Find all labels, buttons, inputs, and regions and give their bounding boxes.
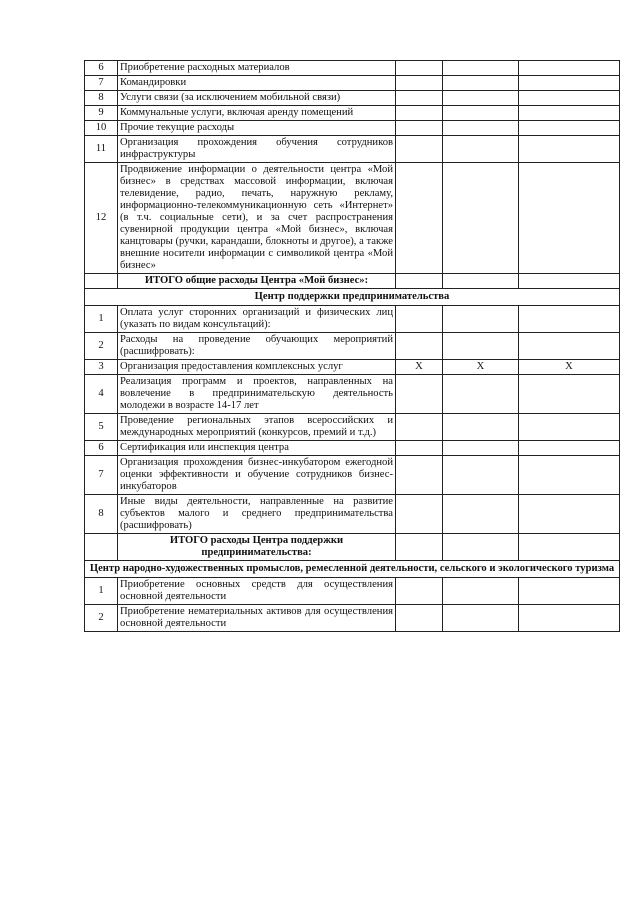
value-cell	[396, 121, 443, 136]
value-cell	[519, 106, 620, 121]
expense-name: Приобретение основных средств для осуществления основной деятельности	[118, 578, 396, 605]
value-cell	[443, 578, 519, 605]
value-cell	[396, 578, 443, 605]
value-cell	[519, 375, 620, 414]
table-row	[85, 306, 620, 333]
value-cell	[396, 414, 443, 441]
table-row	[85, 414, 620, 441]
table-row	[85, 91, 620, 106]
table-row	[85, 61, 620, 76]
expense-name: Командировки	[118, 76, 396, 91]
table-row	[85, 136, 620, 163]
value-cell	[443, 456, 519, 495]
value-cell	[396, 61, 443, 76]
value-cell	[396, 333, 443, 360]
value-cell	[443, 605, 519, 632]
table-row	[85, 333, 620, 360]
value-cell	[519, 306, 620, 333]
row-number: 3	[85, 360, 118, 375]
value-cell	[396, 456, 443, 495]
row-number: 8	[85, 495, 118, 534]
section-row	[85, 561, 620, 578]
value-cell	[443, 274, 519, 289]
value-cell: Х	[396, 360, 443, 375]
expense-name: Организация прохождения обучения сотрудников инфраструктуры	[118, 136, 396, 163]
value-cell	[519, 61, 620, 76]
expense-name: Услуги связи (за исключением мобильной связи)	[118, 91, 396, 106]
table-row	[85, 163, 620, 274]
value-cell	[519, 333, 620, 360]
value-cell	[519, 495, 620, 534]
value-cell	[396, 76, 443, 91]
row-number: 10	[85, 121, 118, 136]
empty-cell	[85, 534, 118, 561]
table-row	[85, 106, 620, 121]
table-row	[85, 578, 620, 605]
table-row	[85, 441, 620, 456]
expense-name: Оплата услуг сторонних организаций и физических лиц (указать по видам консультаций):	[118, 306, 396, 333]
value-cell	[443, 495, 519, 534]
row-number: 2	[85, 605, 118, 632]
row-number: 12	[85, 163, 118, 274]
table-row	[85, 456, 620, 495]
value-cell	[519, 163, 620, 274]
total-row	[85, 534, 620, 561]
expense-name: Расходы на проведение обучающих мероприятий (расшифровать):	[118, 333, 396, 360]
value-cell	[519, 441, 620, 456]
value-cell	[519, 414, 620, 441]
row-number: 8	[85, 91, 118, 106]
value-cell	[396, 495, 443, 534]
value-cell: Х	[443, 360, 519, 375]
value-cell	[443, 163, 519, 274]
value-cell	[443, 61, 519, 76]
value-cell	[519, 136, 620, 163]
value-cell	[396, 605, 443, 632]
value-cell	[396, 274, 443, 289]
table-row	[85, 360, 620, 375]
value-cell	[443, 76, 519, 91]
value-cell	[443, 306, 519, 333]
section-heading: Центр поддержки предпринимательства	[85, 289, 620, 306]
expense-name: Сертификация или инспекция центра	[118, 441, 396, 456]
expense-name: Иные виды деятельности, направленные на развитие субъектов малого и среднего предпринимательства (расшифровать)	[118, 495, 396, 534]
expense-name: Организация предоставления комплексных услуг	[118, 360, 396, 375]
value-cell	[396, 534, 443, 561]
total-label: ИТОГО общие расходы Центра «Мой бизнес»:	[118, 274, 396, 289]
value-cell: Х	[519, 360, 620, 375]
expense-name: Организация прохождения бизнес-инкубатором ежегодной оценки эффективности и обучение сотрудников бизнес-инкубаторов	[118, 456, 396, 495]
value-cell	[396, 91, 443, 106]
row-number: 5	[85, 414, 118, 441]
value-cell	[519, 76, 620, 91]
table-row	[85, 76, 620, 91]
table-row	[85, 495, 620, 534]
value-cell	[396, 375, 443, 414]
row-number: 4	[85, 375, 118, 414]
expense-name: Проведение региональных этапов всероссийских и международных мероприятий (конкурсов, премий и т.д.)	[118, 414, 396, 441]
row-number: 2	[85, 333, 118, 360]
value-cell	[396, 306, 443, 333]
expense-name: Продвижение информации о деятельности центра «Мой бизнес» в средствах массовой информации, включая телевидение, радио, печать, наружную рекламу, информационно-телекоммуникационную сеть «Интернет» (в т.ч. социальные сети), и за счет распространения сувенирной продукции центра «Мой бизнес», включая канцтовары (ручки, карандаши, блокноты и другое), а также внешние носители информации с символикой центра «Мой бизнес»	[118, 163, 396, 274]
row-number: 9	[85, 106, 118, 121]
value-cell	[519, 274, 620, 289]
value-cell	[443, 136, 519, 163]
row-number: 11	[85, 136, 118, 163]
expenses-table-body	[85, 61, 620, 632]
value-cell	[396, 163, 443, 274]
row-number: 7	[85, 456, 118, 495]
value-cell	[519, 121, 620, 136]
total-row	[85, 274, 620, 289]
row-number: 1	[85, 578, 118, 605]
expense-name: Приобретение расходных материалов	[118, 61, 396, 76]
section-row	[85, 289, 620, 306]
value-cell	[443, 106, 519, 121]
row-number: 7	[85, 76, 118, 91]
expense-name: Коммунальные услуги, включая аренду помещений	[118, 106, 396, 121]
section-heading: Центр народно-художественных промыслов, ремесленной деятельности, сельского и экологического туризма	[85, 561, 620, 578]
value-cell	[443, 121, 519, 136]
value-cell	[519, 456, 620, 495]
table-row	[85, 605, 620, 632]
table-row	[85, 375, 620, 414]
row-number: 6	[85, 441, 118, 456]
value-cell	[519, 534, 620, 561]
expense-name: Реализация программ и проектов, направленных на вовлечение в предпринимательскую деятельность молодежи в возрасте 14-17 лет	[118, 375, 396, 414]
value-cell	[443, 333, 519, 360]
value-cell	[396, 136, 443, 163]
empty-cell	[85, 274, 118, 289]
table-row	[85, 121, 620, 136]
expenses-table	[84, 60, 620, 632]
expense-name: Прочие текущие расходы	[118, 121, 396, 136]
value-cell	[443, 441, 519, 456]
value-cell	[443, 91, 519, 106]
value-cell	[443, 375, 519, 414]
value-cell	[519, 605, 620, 632]
total-label: ИТОГО расходы Центра поддержки предпринимательства:	[118, 534, 396, 561]
value-cell	[443, 534, 519, 561]
value-cell	[396, 441, 443, 456]
value-cell	[396, 106, 443, 121]
expense-name: Приобретение нематериальных активов для осуществления основной деятельности	[118, 605, 396, 632]
row-number: 1	[85, 306, 118, 333]
value-cell	[519, 578, 620, 605]
value-cell	[443, 414, 519, 441]
row-number: 6	[85, 61, 118, 76]
value-cell	[519, 91, 620, 106]
